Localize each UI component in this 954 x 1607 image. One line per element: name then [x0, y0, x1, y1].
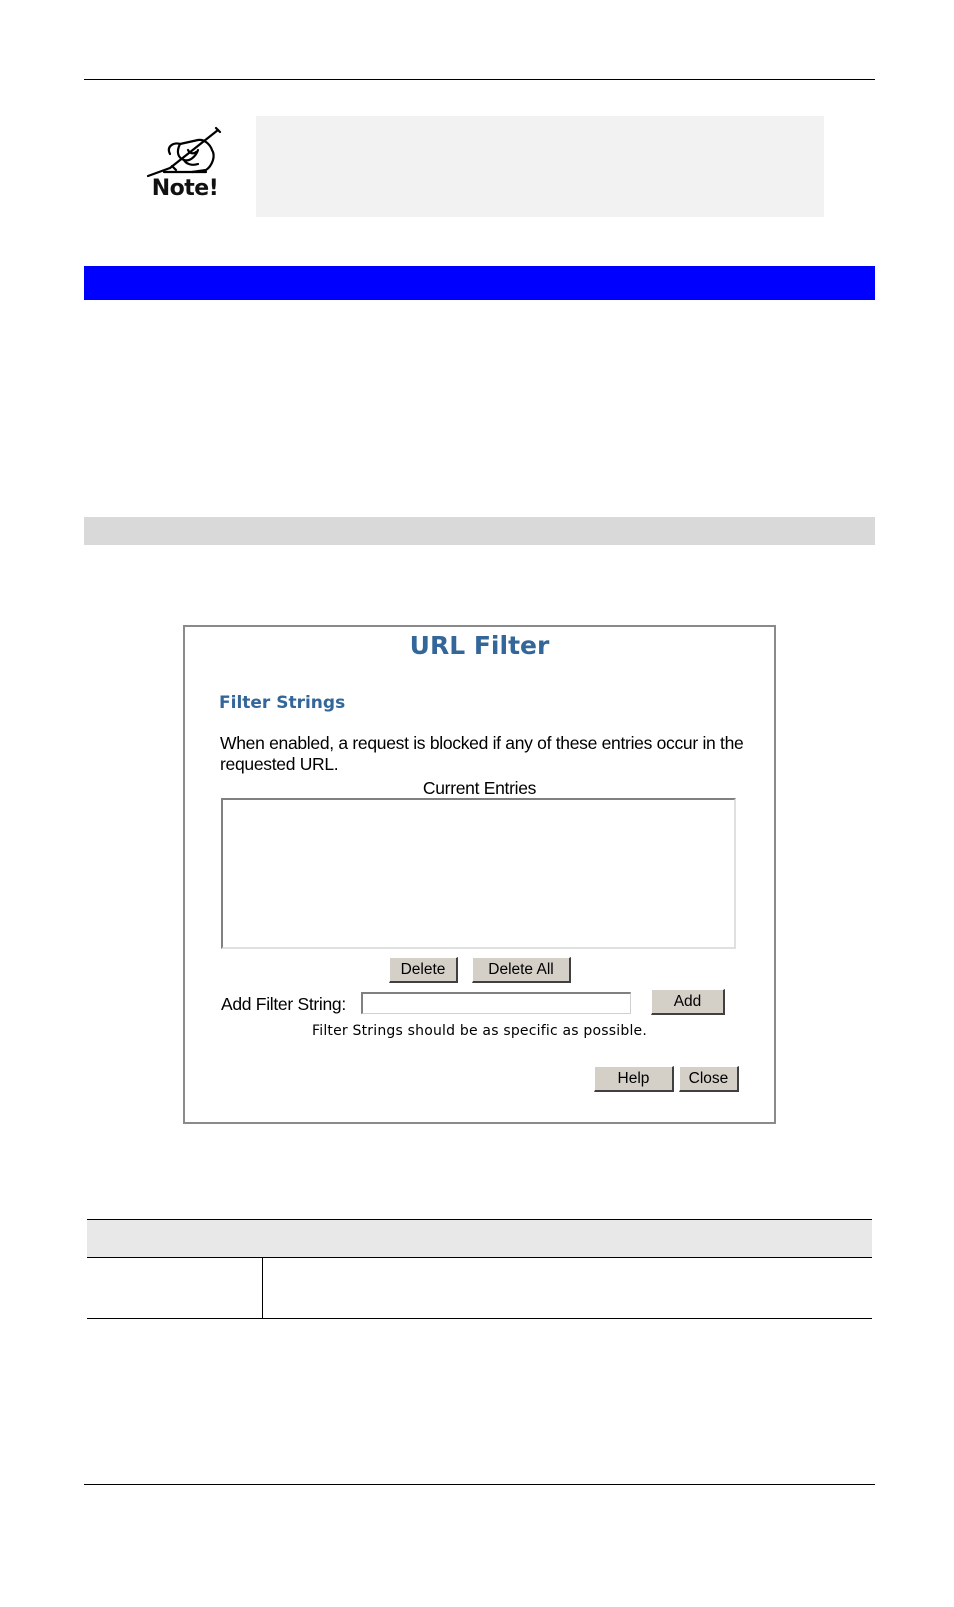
- current-entries-list[interactable]: [221, 798, 736, 949]
- filter-description: When enabled, a request is blocked if any of these entries occur in the requested URL.: [220, 733, 744, 774]
- filter-hint-text: Filter Strings should be as specific as possible.: [312, 1023, 647, 1039]
- note-label: Note!: [151, 176, 219, 201]
- url-filter-screen: [183, 625, 776, 1124]
- screen-title: URL Filter: [409, 631, 550, 660]
- table-column-divider: [262, 1258, 263, 1318]
- page-bottom-rule: [84, 1484, 875, 1485]
- add-filter-string-label: Add Filter String:: [221, 994, 346, 1014]
- subsection-heading-band: [84, 517, 875, 545]
- table-row-divider: [87, 1257, 872, 1258]
- add-button[interactable]: Add: [651, 989, 725, 1015]
- note-box: [256, 116, 824, 217]
- filter-strings-heading: Filter Strings: [219, 693, 346, 713]
- help-button[interactable]: Help: [594, 1066, 674, 1092]
- delete-all-button[interactable]: Delete All: [472, 957, 571, 983]
- filter-string-input[interactable]: [361, 992, 631, 1014]
- table-bottom-rule: [87, 1318, 872, 1319]
- delete-button[interactable]: Delete: [389, 957, 458, 983]
- page-top-rule: [84, 79, 875, 80]
- current-entries-label: Current Entries: [422, 778, 537, 798]
- close-button[interactable]: Close: [679, 1066, 739, 1092]
- table-header-row: [87, 1219, 872, 1258]
- section-heading-band: [84, 266, 875, 300]
